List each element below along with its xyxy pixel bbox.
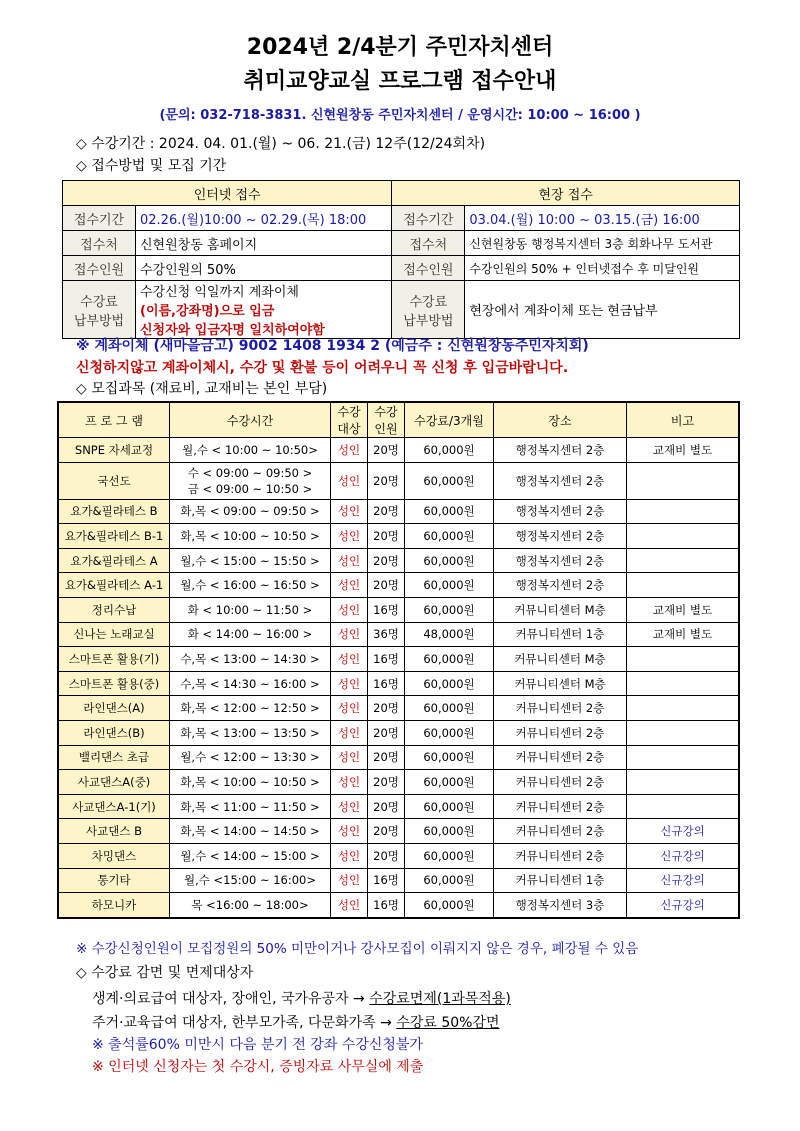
capacity-cell: 20명 xyxy=(368,548,405,573)
row-label: 접수인원 xyxy=(63,256,136,281)
time-cell: 화 < 10:00 ~ 11:50 > xyxy=(170,597,331,622)
document-note: ※ 인터넷 신청자는 첫 수강시, 증빙자료 사무실에 제출 xyxy=(92,1059,424,1075)
attendance-note: ※ 출석률60% 미만시 다음 분기 전 강좌 수강신청불가 xyxy=(92,1037,423,1053)
time-cell: 화,목 < 09:00 ~ 09:50 > xyxy=(170,499,331,524)
table-row xyxy=(58,893,739,918)
page-title-line1: 2024년 2/4분기 주민자치센터 xyxy=(246,35,554,60)
online-period: 02.26.(월)10:00 ~ 02.29.(목) 18:00 xyxy=(136,206,392,231)
fee-label xyxy=(392,281,465,339)
note-cell xyxy=(627,573,740,598)
online-place: 신현원창동 홈페이지 xyxy=(136,231,392,256)
program-cell: 요가&필라테스 A-1 xyxy=(58,573,170,598)
target-cell: 성인 xyxy=(331,843,368,868)
place-cell: 커뮤니티센터 1층 xyxy=(494,868,627,893)
capacity-cell: 20명 xyxy=(368,770,405,795)
time-cell: 수,목 < 13:00 ~ 14:30 > xyxy=(170,647,331,672)
program-cell: 통기타 xyxy=(58,868,170,893)
capacity-cell: 20명 xyxy=(368,696,405,721)
note-cell: 신규강의 xyxy=(627,843,740,868)
note-cell: 교재비 별도 xyxy=(627,622,740,647)
table-row xyxy=(58,696,739,721)
onsite-fee-method: 현장에서 계좌이체 또는 현금납부 xyxy=(465,281,740,339)
time-cell: 월,수 < 10:00 ~ 10:50> xyxy=(170,438,331,463)
note-cell xyxy=(627,499,740,524)
time-cell: 수,목 < 14:30 ~ 16:00 > xyxy=(170,671,331,696)
table-row xyxy=(58,622,739,647)
target-cell: 성인 xyxy=(331,597,368,622)
table-row xyxy=(58,720,739,745)
online-fee-line3: 신청자와 입금자명 일치하여야함 xyxy=(140,323,325,338)
table-row xyxy=(58,573,739,598)
cancel-note: ※ 수강신청인원이 모집정원의 50% 미만이거나 강사모집이 이뤄지지 않은 경우, 폐강될 수 있음 xyxy=(76,941,639,957)
target-cell: 성인 xyxy=(331,499,368,524)
fee-cell: 60,000원 xyxy=(405,438,494,463)
program-cell: 라인댄스(B) xyxy=(58,720,170,745)
time-cell: 월,수 < 15:00 ~ 15:50 > xyxy=(170,548,331,573)
program-cell: 사교댄스 B xyxy=(58,819,170,844)
row-label: 접수처 xyxy=(392,231,465,256)
place-cell: 커뮤니티센터 M층 xyxy=(494,671,627,696)
program-cell: 밸리댄스 초급 xyxy=(58,745,170,770)
discount-line1-prefix: 생계·의료급여 대상자, 장애인, 국가유공자 → xyxy=(92,991,370,1007)
time-cell: 월,수 < 16:00 ~ 16:50 > xyxy=(170,573,331,598)
target-cell: 성인 xyxy=(331,893,368,918)
program-cell: 국선도 xyxy=(58,462,170,499)
note-cell xyxy=(627,462,740,499)
place-cell: 커뮤니티센터 2층 xyxy=(494,843,627,868)
discount-line1 xyxy=(92,988,511,1008)
fee-cell: 60,000원 xyxy=(405,696,494,721)
online-header: 인터넷 접수 xyxy=(63,181,392,206)
onsite-place: 신현원창동 행정복지센터 3층 회화나무 도서관 xyxy=(465,231,740,256)
time-cell: 화 < 14:00 ~ 16:00 > xyxy=(170,622,331,647)
note-cell xyxy=(627,524,740,549)
place-cell: 행정복지센터 2층 xyxy=(494,462,627,499)
table-row xyxy=(58,819,739,844)
header-fee: 수강료/3개월 xyxy=(405,402,494,438)
time-cell: 화,목 < 10:00 ~ 10:50 > xyxy=(170,770,331,795)
capacity-cell: 16명 xyxy=(368,597,405,622)
place-cell: 행정복지센터 2층 xyxy=(494,548,627,573)
time-line: 금 < 09:00 ~ 10:50 > xyxy=(187,481,313,496)
capacity-cell: 16명 xyxy=(368,868,405,893)
target-cell: 성인 xyxy=(331,462,368,499)
capacity-cell: 16명 xyxy=(368,671,405,696)
capacity-cell: 16명 xyxy=(368,893,405,918)
warning-note: 신청하지않고 계좌이체시, 수강 및 환불 등이 어려우니 꼭 신청 후 입금바랍니다. xyxy=(76,360,569,376)
online-fee-method xyxy=(136,281,392,339)
online-fee-line2: (이름,강좌명)으로 입금 xyxy=(140,304,275,319)
note-cell xyxy=(627,548,740,573)
program-cell: 신나는 노래교실 xyxy=(58,622,170,647)
place-cell: 행정복지센터 2층 xyxy=(494,524,627,549)
fee-cell: 60,000원 xyxy=(405,843,494,868)
note-cell: 교재비 별도 xyxy=(627,438,740,463)
fee-cell: 60,000원 xyxy=(405,499,494,524)
note-cell xyxy=(627,794,740,819)
target-cell: 성인 xyxy=(331,647,368,672)
place-cell: 행정복지센터 2층 xyxy=(494,499,627,524)
target-cell: 성인 xyxy=(331,770,368,795)
target-cell: 성인 xyxy=(331,745,368,770)
program-cell: 사교댄스A(중) xyxy=(58,770,170,795)
target-cell: 성인 xyxy=(331,696,368,721)
capacity-cell: 20명 xyxy=(368,573,405,598)
note-cell xyxy=(627,696,740,721)
fee-cell: 60,000원 xyxy=(405,720,494,745)
capacity-cell: 20명 xyxy=(368,745,405,770)
time-cell: 화,목 < 12:00 ~ 12:50 > xyxy=(170,696,331,721)
courses-body xyxy=(58,438,739,918)
place-cell: 커뮤니티센터 1층 xyxy=(494,622,627,647)
target-cell: 성인 xyxy=(331,671,368,696)
table-row xyxy=(58,548,739,573)
target-cell: 성인 xyxy=(331,438,368,463)
table-row xyxy=(58,794,739,819)
table-row xyxy=(58,462,739,499)
fee-label-line1: 수강료 xyxy=(80,294,118,310)
course-period: ◇ 수강기간 : 2024. 04. 01.(월) ~ 06. 21.(금) 12주(12/24회차) xyxy=(76,136,486,152)
place-cell: 행정복지센터 3층 xyxy=(494,893,627,918)
table-row xyxy=(58,647,739,672)
account-note: ※ 계좌이체 (새마을금고) 9002 1408 1934 2 (예금주 : 신현원창동주민자치회) xyxy=(76,338,589,354)
place-cell: 커뮤니티센터 2층 xyxy=(494,745,627,770)
time-cell: 화,목 < 11:00 ~ 11:50 > xyxy=(170,794,331,819)
table-row xyxy=(58,438,739,463)
header-place: 장소 xyxy=(494,402,627,438)
courses-table xyxy=(57,401,740,919)
note-cell xyxy=(627,720,740,745)
capacity-cell: 16명 xyxy=(368,647,405,672)
program-cell: SNPE 자세교정 xyxy=(58,438,170,463)
note-cell: 신규강의 xyxy=(627,819,740,844)
table-row xyxy=(58,671,739,696)
fee-cell: 48,000원 xyxy=(405,622,494,647)
time-cell: 화,목 < 13:00 ~ 13:50 > xyxy=(170,720,331,745)
online-fee-line1: 수강신청 익일까지 계좌이체 xyxy=(140,285,299,300)
contact-info: (문의: 032-718-3831. 신현원창동 주민자치센터 / 운영시간: 10:00 ~ 16:00 ) xyxy=(159,108,641,123)
table-row xyxy=(58,770,739,795)
fee-cell: 60,000원 xyxy=(405,671,494,696)
table-row xyxy=(58,524,739,549)
note-cell xyxy=(627,770,740,795)
note-cell xyxy=(627,745,740,770)
note-cell: 신규강의 xyxy=(627,893,740,918)
onsite-quota: 수강인원의 50% + 인터넷접수 후 미달인원 xyxy=(465,256,740,281)
program-cell: 정리수납 xyxy=(58,597,170,622)
program-cell: 라인댄스(A) xyxy=(58,696,170,721)
note-cell: 교재비 별도 xyxy=(627,597,740,622)
header-target: 수강 대상 xyxy=(331,402,368,438)
row-label: 접수인원 xyxy=(392,256,465,281)
courses-heading: ◇ 모집과목 (재료비, 교재비는 본인 부담) xyxy=(76,381,328,397)
place-cell: 커뮤니티센터 2층 xyxy=(494,794,627,819)
time-cell: 화,목 < 14:00 ~ 14:50 > xyxy=(170,819,331,844)
note-cell xyxy=(627,647,740,672)
capacity-cell: 20명 xyxy=(368,819,405,844)
capacity-cell: 20명 xyxy=(368,720,405,745)
place-cell: 커뮤니티센터 2층 xyxy=(494,819,627,844)
row-label: 접수기간 xyxy=(63,206,136,231)
capacity-cell: 36명 xyxy=(368,622,405,647)
discount-line1-result: 수강료면제(1과목적용) xyxy=(369,991,511,1007)
fee-cell: 60,000원 xyxy=(405,893,494,918)
time-cell: 월,수 < 12:00 ~ 13:30 > xyxy=(170,745,331,770)
discount-line2-prefix: 주거·교육급여 대상자, 한부모가족, 다문화가족 → xyxy=(92,1015,397,1031)
program-cell: 하모니카 xyxy=(58,893,170,918)
page-title-line2: 취미교양교실 프로그램 접수안내 xyxy=(243,69,557,94)
discount-line2-result: 수강료 50%감면 xyxy=(396,1015,500,1031)
place-cell: 커뮤니티센터 2층 xyxy=(494,770,627,795)
row-label: 접수기간 xyxy=(392,206,465,231)
fee-cell: 60,000원 xyxy=(405,548,494,573)
place-cell: 행정복지센터 2층 xyxy=(494,573,627,598)
fee-cell: 60,000원 xyxy=(405,462,494,499)
target-cell: 성인 xyxy=(331,622,368,647)
discount-heading: ◇ 수강료 감면 및 면제대상자 xyxy=(76,965,254,981)
capacity-cell: 20명 xyxy=(368,524,405,549)
capacity-cell: 20명 xyxy=(368,462,405,499)
fee-cell: 60,000원 xyxy=(405,770,494,795)
table-row xyxy=(58,868,739,893)
fee-label-line1: 수강료 xyxy=(409,294,448,310)
fee-cell: 60,000원 xyxy=(405,868,494,893)
program-cell: 사교댄스A-1(기) xyxy=(58,794,170,819)
header-program: 프 로 그 램 xyxy=(58,402,170,438)
time-cell: 월,수 < 14:00 ~ 15:00 > xyxy=(170,843,331,868)
time-cell xyxy=(170,462,331,499)
table-row xyxy=(58,499,739,524)
program-cell: 차밍댄스 xyxy=(58,843,170,868)
program-cell: 스마트폰 활용(기) xyxy=(58,647,170,672)
table-row xyxy=(58,597,739,622)
header-capacity: 수강 인원 xyxy=(368,402,405,438)
program-cell: 스마트폰 활용(중) xyxy=(58,671,170,696)
table-row xyxy=(58,843,739,868)
fee-label-line2: 납부방법 xyxy=(73,313,125,329)
fee-label xyxy=(63,281,136,339)
online-quota: 수강인원의 50% xyxy=(136,256,392,281)
fee-cell: 60,000원 xyxy=(405,745,494,770)
target-cell: 성인 xyxy=(331,524,368,549)
capacity-cell: 20명 xyxy=(368,794,405,819)
registration-table xyxy=(62,180,740,339)
program-cell: 요가&필라테스 A xyxy=(58,548,170,573)
target-cell: 성인 xyxy=(331,548,368,573)
header-note: 비고 xyxy=(627,402,740,438)
time-cell: 월,수 <15:00 ~ 16:00> xyxy=(170,868,331,893)
capacity-cell: 20명 xyxy=(368,843,405,868)
program-cell: 요가&필라테스 B xyxy=(58,499,170,524)
time-cell: 화,목 < 10:00 ~ 10:50 > xyxy=(170,524,331,549)
place-cell: 커뮤니티센터 2층 xyxy=(494,720,627,745)
place-cell: 커뮤니티센터 M층 xyxy=(494,597,627,622)
capacity-cell: 20명 xyxy=(368,438,405,463)
fee-cell: 60,000원 xyxy=(405,794,494,819)
header-time: 수강시간 xyxy=(170,402,331,438)
fee-cell: 60,000원 xyxy=(405,524,494,549)
target-cell: 성인 xyxy=(331,868,368,893)
time-line: 수 < 09:00 ~ 09:50 > xyxy=(187,465,313,480)
program-cell: 요가&필라테스 B-1 xyxy=(58,524,170,549)
fee-cell: 60,000원 xyxy=(405,647,494,672)
fee-label-line2: 납부방법 xyxy=(403,313,454,329)
place-cell: 커뮤니티센터 2층 xyxy=(494,696,627,721)
note-cell xyxy=(627,671,740,696)
place-cell: 커뮤니티센터 M층 xyxy=(494,647,627,672)
onsite-period: 03.04.(월) 10:00 ~ 03.15.(금) 16:00 xyxy=(465,206,740,231)
capacity-cell: 20명 xyxy=(368,499,405,524)
fee-cell: 60,000원 xyxy=(405,597,494,622)
target-cell: 성인 xyxy=(331,819,368,844)
place-cell: 행정복지센터 2층 xyxy=(494,438,627,463)
note-cell: 신규강의 xyxy=(627,868,740,893)
target-cell: 성인 xyxy=(331,573,368,598)
target-cell: 성인 xyxy=(331,720,368,745)
row-label: 접수처 xyxy=(63,231,136,256)
time-cell: 목 <16:00 ~ 18:00> xyxy=(170,893,331,918)
method-heading: ◇ 접수방법 및 모집 기간 xyxy=(76,158,227,174)
table-row xyxy=(58,745,739,770)
fee-cell: 60,000원 xyxy=(405,573,494,598)
fee-cell: 60,000원 xyxy=(405,819,494,844)
onsite-header: 현장 접수 xyxy=(392,181,740,206)
discount-line2 xyxy=(92,1012,499,1032)
target-cell: 성인 xyxy=(331,794,368,819)
